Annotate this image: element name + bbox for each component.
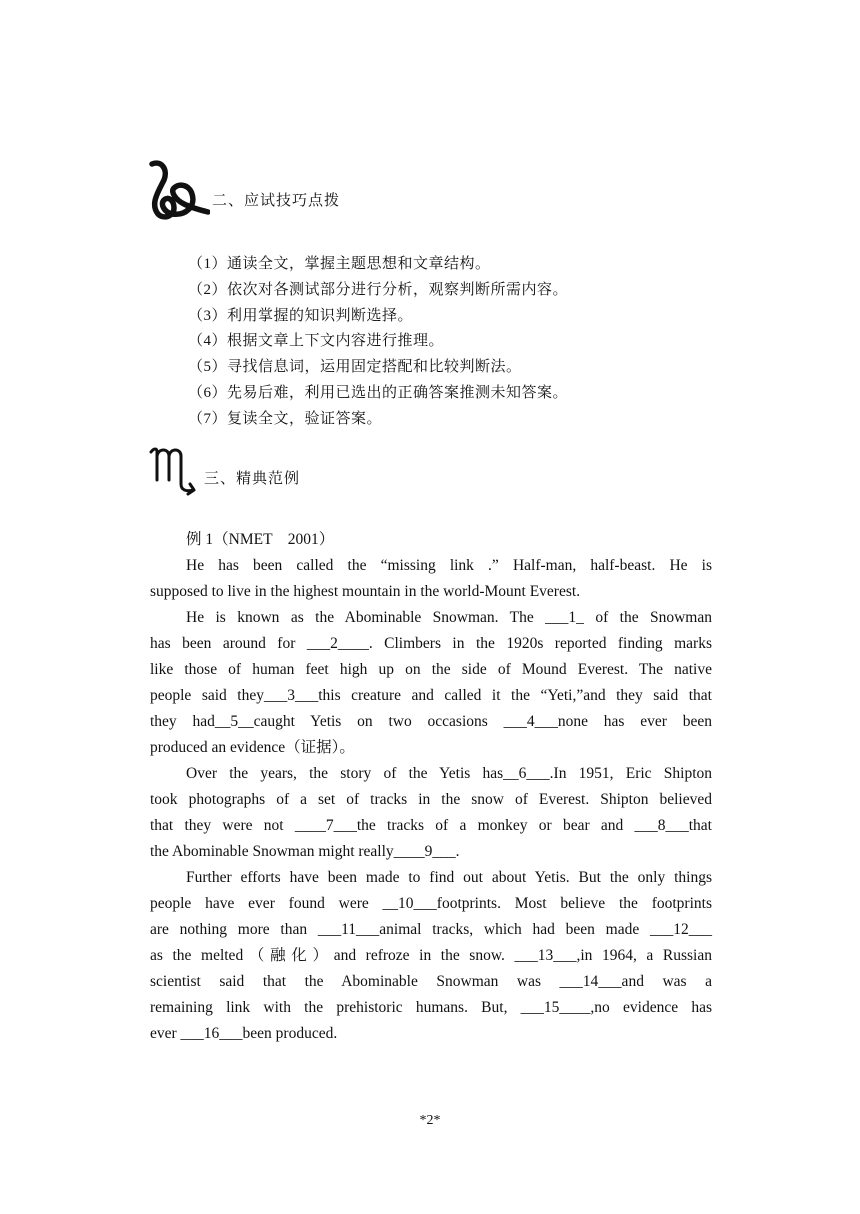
page-number: *2* [419,1113,441,1128]
passage-line: they had__5__caught Yetis on two occasions ___4___none has ever been [150,713,712,730]
passage-line: people said they___3___this creature and called it the “Yeti,”and they said that [150,687,712,704]
passage-line: Over the years, the story of the Yetis has__6___.In 1951, Eric Shipton [186,765,712,782]
leo-zodiac-icon [148,158,210,220]
passage-line: people have ever found were __10___footprints. Most believe the footprints [150,895,712,912]
passage-line: ever ___16___been produced. [150,1025,338,1042]
list-item: （4）根据文章上下文内容进行推理。 [188,333,445,350]
passage-line: the Abominable Snowman might really____9___. [150,843,460,860]
tips-list [188,252,568,433]
section-title: 二、应试技巧点拨 [212,193,341,209]
section-title: 三、精典范例 [204,471,301,487]
example-passage [150,527,712,1047]
passage-line: that they were not ____7___the tracks of a monkey or bear and ___8___that [150,817,712,834]
list-item: （2）依次对各测试部分进行分析，观察判断所需内容。 [188,281,569,298]
passage-line: like those of human feet high up on the side of Mound Everest. The native [150,661,712,678]
list-item: （1）通读全文，掌握主题思想和文章结构。 [188,256,491,272]
passage-line: He has been called the “missing link .” Half-man, half-beast. He is [186,557,712,574]
passage-line: has been around for ___2____. Climbers in the 1920s reported finding marks [150,635,712,652]
list-item: （5）寻找信息词，运用固定搭配和比较判断法。 [188,359,522,376]
passage-line: scientist said that the Abominable Snowman was ___14___and was a [150,973,712,990]
list-item: （3）利用掌握的知识判断选择。 [188,307,414,324]
passage-line: remaining link with the prehistoric humans. But, ___15____,no evidence has [150,999,712,1016]
passage-line: as the melted（融化）and refroze in the snow. ___13___,in 1964, a Russian [150,947,712,964]
passage-line: produced an evidence（证据）。 [150,739,355,756]
example-label: 例 1（NMET 2001） [186,531,335,548]
list-item: （7）复读全文，验证答案。 [188,410,383,427]
passage-line: took photographs of a set of tracks in the snow of Everest. Shipton believed [150,791,712,808]
list-item: （6）先易后难，利用已选出的正确答案推测未知答案。 [188,384,569,401]
section-heading-examples [148,440,300,498]
scorpio-zodiac-icon [148,440,202,498]
passage-line: supposed to live in the highest mountain in the world-Mount Everest. [150,583,581,600]
section-heading-skills [148,158,340,220]
passage-line: Further efforts have been made to find out about Yetis. But the only things [186,869,712,886]
passage-line: He is known as the Abominable Snowman. The ___1_ of the Snowman [186,609,712,626]
passage-line: are nothing more than ___11___animal tracks, which had been made ___12___ [150,921,712,938]
